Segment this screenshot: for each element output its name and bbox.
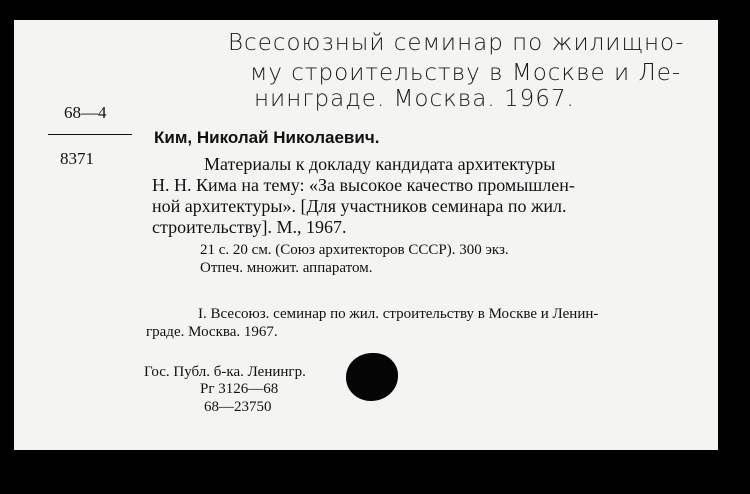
library-stamp-line: Рг 3126—68 bbox=[200, 381, 279, 397]
library-stamp-line: Гос. Публ. б-ка. Ленингр. bbox=[144, 364, 306, 380]
description-line: Отпеч. множит. аппаратом. bbox=[200, 260, 373, 276]
handwritten-line: нинграде. Москва. 1967. bbox=[254, 86, 575, 112]
shelfmark-bottom: 8371 bbox=[60, 149, 94, 168]
ink-blot bbox=[346, 353, 398, 401]
handwritten-line: му строительству в Москве и Ле- bbox=[250, 60, 682, 86]
handwritten-line: Всесоюзный семинар по жилищно- bbox=[228, 30, 685, 56]
library-stamp-line: 68—23750 bbox=[204, 399, 272, 415]
shelfmark-divider bbox=[48, 134, 132, 135]
title-line: ной архитектуры». [Для участников семинара по жил. bbox=[152, 196, 567, 216]
catalog-card bbox=[14, 20, 718, 450]
subject-line: I. Всесоюз. семинар по жил. строительству в Москве и Ленин- bbox=[198, 306, 599, 322]
title-line: Материалы к докладу кандидата архитектуры bbox=[204, 154, 556, 174]
title-line: строительству]. М., 1967. bbox=[152, 217, 347, 237]
title-line: Н. Н. Кима на тему: «За высокое качество промышлен- bbox=[152, 175, 575, 195]
author-heading: Ким, Николай Николаевич. bbox=[154, 128, 380, 147]
shelfmark-top: 68—4 bbox=[64, 103, 107, 122]
subject-line: граде. Москва. 1967. bbox=[146, 324, 278, 340]
description-line: 21 с. 20 см. (Союз архитекторов СССР). 300 экз. bbox=[200, 242, 509, 258]
